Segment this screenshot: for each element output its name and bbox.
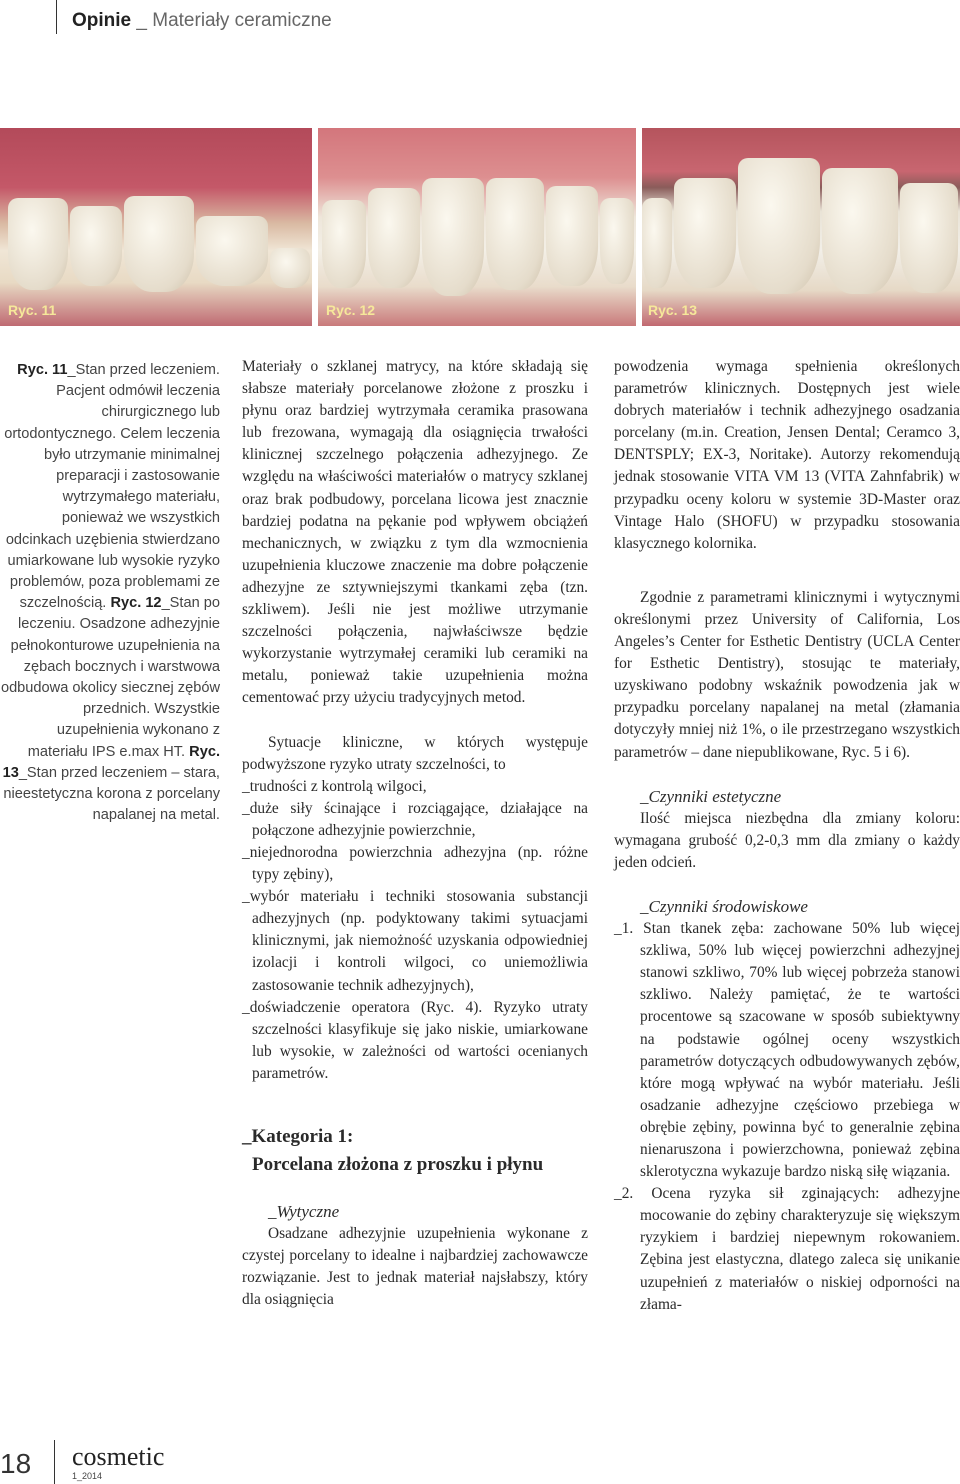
figure-13-photo [642, 128, 960, 326]
figure-12-photo [318, 128, 636, 326]
figure-11-photo [0, 128, 312, 326]
column-3 [614, 356, 960, 1316]
category-subheading: Porcelana złożona z proszku i płynu [252, 1154, 544, 1175]
aesthetic-factors-text: Ilość miejsca niezbędna dla zmiany koloru: wymagana grubość 0,2-0,3 mm dla zmiany o każdy jeden odcień. [614, 809, 960, 871]
header-rule [56, 0, 57, 34]
caption-11-label: Ryc. 11 [17, 362, 68, 378]
col3-paragraph-1: powodzenia wymaga spełnienia określonych parametrów klinicznych. Dostępnych jest wiele dobrych materiałów i technik adhezyjnego osadzania porcelany (m.in. Creation, Jensen Dental; Ceramco 3, DENTSPLY; EX-3, Noritake). Autorzy rekomendują jednak stosowanie VITA VM 13 (VITA Zahnfabrik) w przypadku oceny koloru w systemie 3D-Master oraz Vintage Halo (SHOFU) w przypadku stosowania klasycznego kolornika. [614, 358, 960, 552]
page-number: 18 [0, 1448, 32, 1479]
risk-list-item: _wybór materiału i techniki stosowania substancji adhezyjnych (np. podyktowany takimi sytuacjami klinicznymi, jak niemożność uzyskania odpowiedniej izolacji i kontroli wilgoci, co uniemożliwia zastosowanie technik adhezyjnych), [242, 888, 588, 994]
figure-12-label: Ryc. 12 [326, 302, 376, 318]
category-heading: _Kategoria 1: [242, 1126, 354, 1147]
risk-list-item: _niejednorodna powierzchnia adhezyjna (np. różne typy zębiny), [242, 843, 588, 884]
footer-rule [54, 1440, 55, 1484]
column-2 [242, 356, 588, 1311]
col2-paragraph-2: Sytuacje kliniczne, w których występuje podwyższone ryzyko utraty szczelności, to [242, 733, 588, 773]
figure-13-label: Ryc. 13 [648, 302, 698, 318]
caption-13-label: Ryc. 13 [2, 743, 220, 781]
header-separator: _ [131, 10, 153, 31]
issue-number: 1_2014 [72, 1471, 103, 1481]
risk-list-item: _doświadczenie operatora (Ryc. 4). Ryzyko utraty szczelności klasyfikuje się jako niskie, umiarkowane lub wysokie, w zależności od wartości ocenianych parametrów. [242, 998, 588, 1082]
environmental-factors-heading: _Czynniki środowiskowe [640, 896, 808, 916]
running-header [72, 10, 332, 32]
risk-list-item: _duże siły ścinające i rozciągające, działające na połączone adhezyjnie powierzchnie, [242, 799, 588, 839]
col3-paragraph-2: Zgodnie z parametrami klinicznymi i wytycznymi określonymi przez University of California, Los Angeles’s Center for Esthetic Dentistry (UCLA Center for Esthetic Dentistry), stosując te materiały, uzyskiwano podobny wskaźnik powodzenia jak w przypadku porcelany napalanej na metal (złamania dotyczyły mniej niż 1%, o ile przestrzegano wszystkich parametrów – dane niepublikowane, Ryc. 5 i 6). [614, 588, 960, 761]
caption-13-text: _Stan przed leczeniem – stara, nieestetyczna korona z porcelany napalanej na metal. [3, 764, 220, 824]
aesthetic-factors-heading: _Czynniki estetyczne [640, 786, 782, 806]
guidelines-heading: _Wytyczne [268, 1202, 340, 1221]
risk-list-item: _trudności z kontrolą wilgoci, [242, 777, 427, 795]
caption-11-text: _Stan przed leczeniem. Pacjent odmówił leczenia chirurgicznego lub ortodontycznego. Celem leczenia było utrzymanie minimalnej preparacji i zastosowanie wytrzymałego materiału, ponieważ we wszystkich odcinkach uzębienia stwierdzano umiarkowane lub wysokie ryzyko problemów, poza problemami ze szczelnością. [4, 362, 220, 612]
photo-strip [0, 128, 960, 326]
environmental-factor-1: _1. Stan tkanek zęba: zachowane 50% lub więcej szkliwa, 50% lub więcej powierzchni adhezyjnej stanowi szkliwo, 70% lub więcej pobrzeża stanowi szkliwo. Należy pamiętać, że te wartości procentowe są szacowane w sposób subiektywny na podstawie ogólnej oceny wszystkich parametrów dotyczących odbudowywanych zębów, które mogą wpływać na wybór materiału. Jeśli osadzanie adhezyjne częściowo przebiega w obrębie zębiny, powinna być to generalnie zębina nienaruszona i powierzchowna, ponieważ zębina sklerotyczna wykazuje bardzo niską siłę wiązania. [614, 920, 960, 1181]
header-title: Materiały ceramiczne [152, 10, 332, 31]
caption-12-text: _Stan po leczeniu. Osadzone adhezyjnie pełnokonturowe uzupełnienia na zębach bocznych i warstwowa odbudowa okolicy siecznej zębów przednich. Wszystkie uzupełnienia wykonano z materiału IPS e.max HT. [0, 595, 220, 760]
figure-11-label: Ryc. 11 [8, 302, 57, 318]
col2-paragraph-1: Materiały o szklanej matrycy, na które składają się słabsze materiały porcelanowe złożone z proszku i płynu oraz bardziej wytrzymała ceramika prasowana lub frezowana, wymagają dla osiągnięcia trwałości klinicznej szczelnego połączenia adhezyjnego. Ze względu na właściwości materiałów o matrycy szklanej oraz brak podbudowy, porcelana licowa jest znacznie bardziej podatna na pękanie pod wpływem obciążeń mechanicznych, w związku z tym dla wzmocnienia uzupełnienia kluczowe znaczenie ma dobre połączenie adhezyjne ze sztywniejszymi tkankami zęba (tzn. szkliwem). Jeśli nie jest możliwe utrzymanie szczelności połączenia, najwłaściwsze będzie wykorzystanie wytrzymałej ceramiki lub ceramiki na metalu, ponieważ takie uzupełnienia można cementować przy użyciu tradycyjnych metod. [242, 358, 588, 707]
figure-captions [0, 360, 220, 826]
caption-12-label: Ryc. 12 [110, 595, 162, 612]
magazine-brand: cosmetic [72, 1442, 165, 1471]
environmental-factor-2: _2. Ocena ryzyka sił zginających: adhezyjne mocowanie do zębiny charakteryzuje się większym ryzykiem i bardziej niepewnym rokowaniem. Zębina jest elastyczna, dlatego zaleca się unikanie uzupełnień z materiałów o niskiej odporności na złama- [614, 1185, 960, 1313]
guidelines-text: Osadzane adhezyjnie uzupełnienia wykonane z czystej porcelany to idealne i najbardziej zachowawcze rozwiązanie. Jest to jednak materiał najsłabszy, który dla osiągnięcia [242, 1225, 588, 1309]
header-section: Opinie [72, 10, 132, 31]
